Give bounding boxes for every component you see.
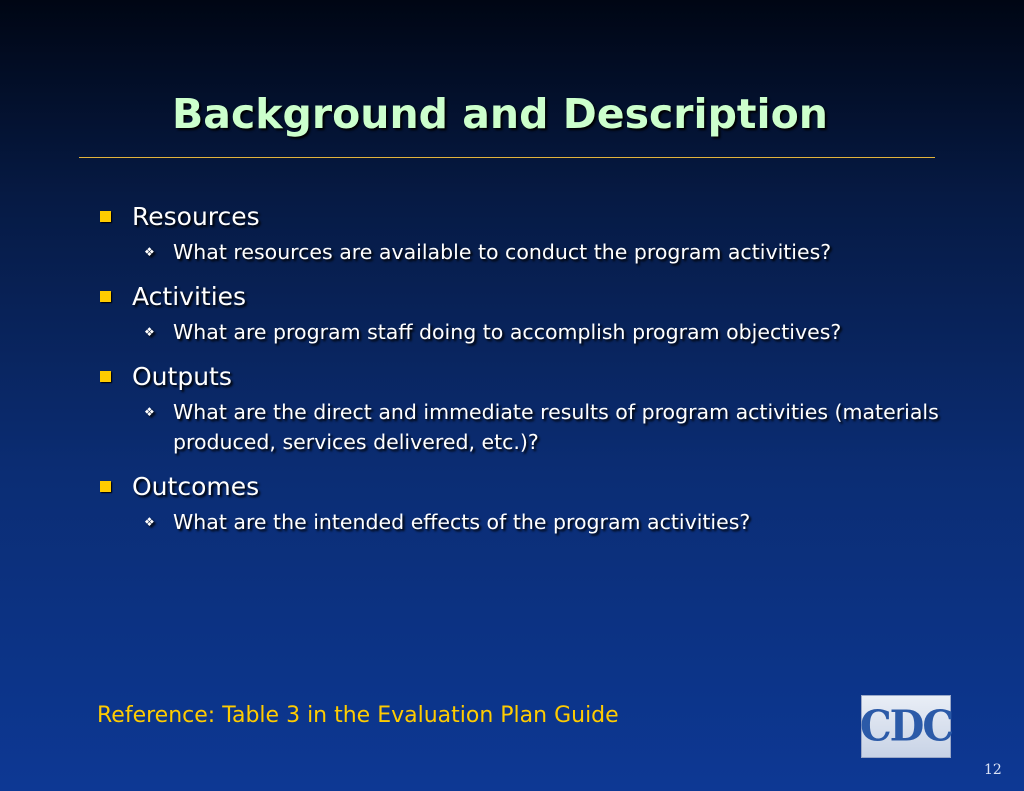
- diamond-bullet-icon: ❖: [144, 405, 155, 419]
- bullet-label: Resources: [132, 202, 260, 231]
- logo-text: CDC: [859, 701, 953, 752]
- bullet-item-outcomes: [97, 467, 987, 507]
- page-number: 12: [984, 762, 1002, 778]
- diamond-bullet-icon: ❖: [144, 245, 155, 259]
- spacer: [97, 457, 987, 467]
- cdc-logo: [861, 695, 951, 758]
- sub-bullet-text: What are the intended effects of the program activities?: [173, 510, 751, 534]
- bullet-item-resources: [97, 197, 987, 237]
- spacer: [97, 347, 987, 357]
- bullet-item-outputs: [97, 357, 987, 397]
- diamond-bullet-icon: ❖: [144, 325, 155, 339]
- bullet-label: Activities: [132, 282, 247, 311]
- sub-bullet-text: What resources are available to conduct the program activities?: [173, 240, 832, 264]
- slide-title: Background and Description: [172, 90, 828, 138]
- sub-bullet-item: [97, 507, 987, 537]
- reference-note: Reference: Table 3 in the Evaluation Plan Guide: [97, 703, 619, 728]
- sub-bullet-text: What are the direct and immediate results of program activities (materials produced, services delivered, etc.)?: [173, 400, 939, 454]
- bullet-list: [97, 197, 987, 537]
- sub-bullet-item: [97, 317, 987, 347]
- sub-bullet-text: What are program staff doing to accomplish program objectives?: [173, 320, 842, 344]
- bullet-label: Outputs: [132, 362, 232, 391]
- sub-bullet-item: [97, 397, 987, 457]
- square-bullet-icon: [100, 481, 111, 492]
- spacer: [97, 267, 987, 277]
- bullet-item-activities: [97, 277, 987, 317]
- bullet-label: Outcomes: [132, 472, 260, 501]
- diamond-bullet-icon: ❖: [144, 515, 155, 529]
- square-bullet-icon: [100, 291, 111, 302]
- square-bullet-icon: [100, 211, 111, 222]
- square-bullet-icon: [100, 371, 111, 382]
- sub-bullet-item: [97, 237, 987, 267]
- title-divider: [79, 157, 935, 158]
